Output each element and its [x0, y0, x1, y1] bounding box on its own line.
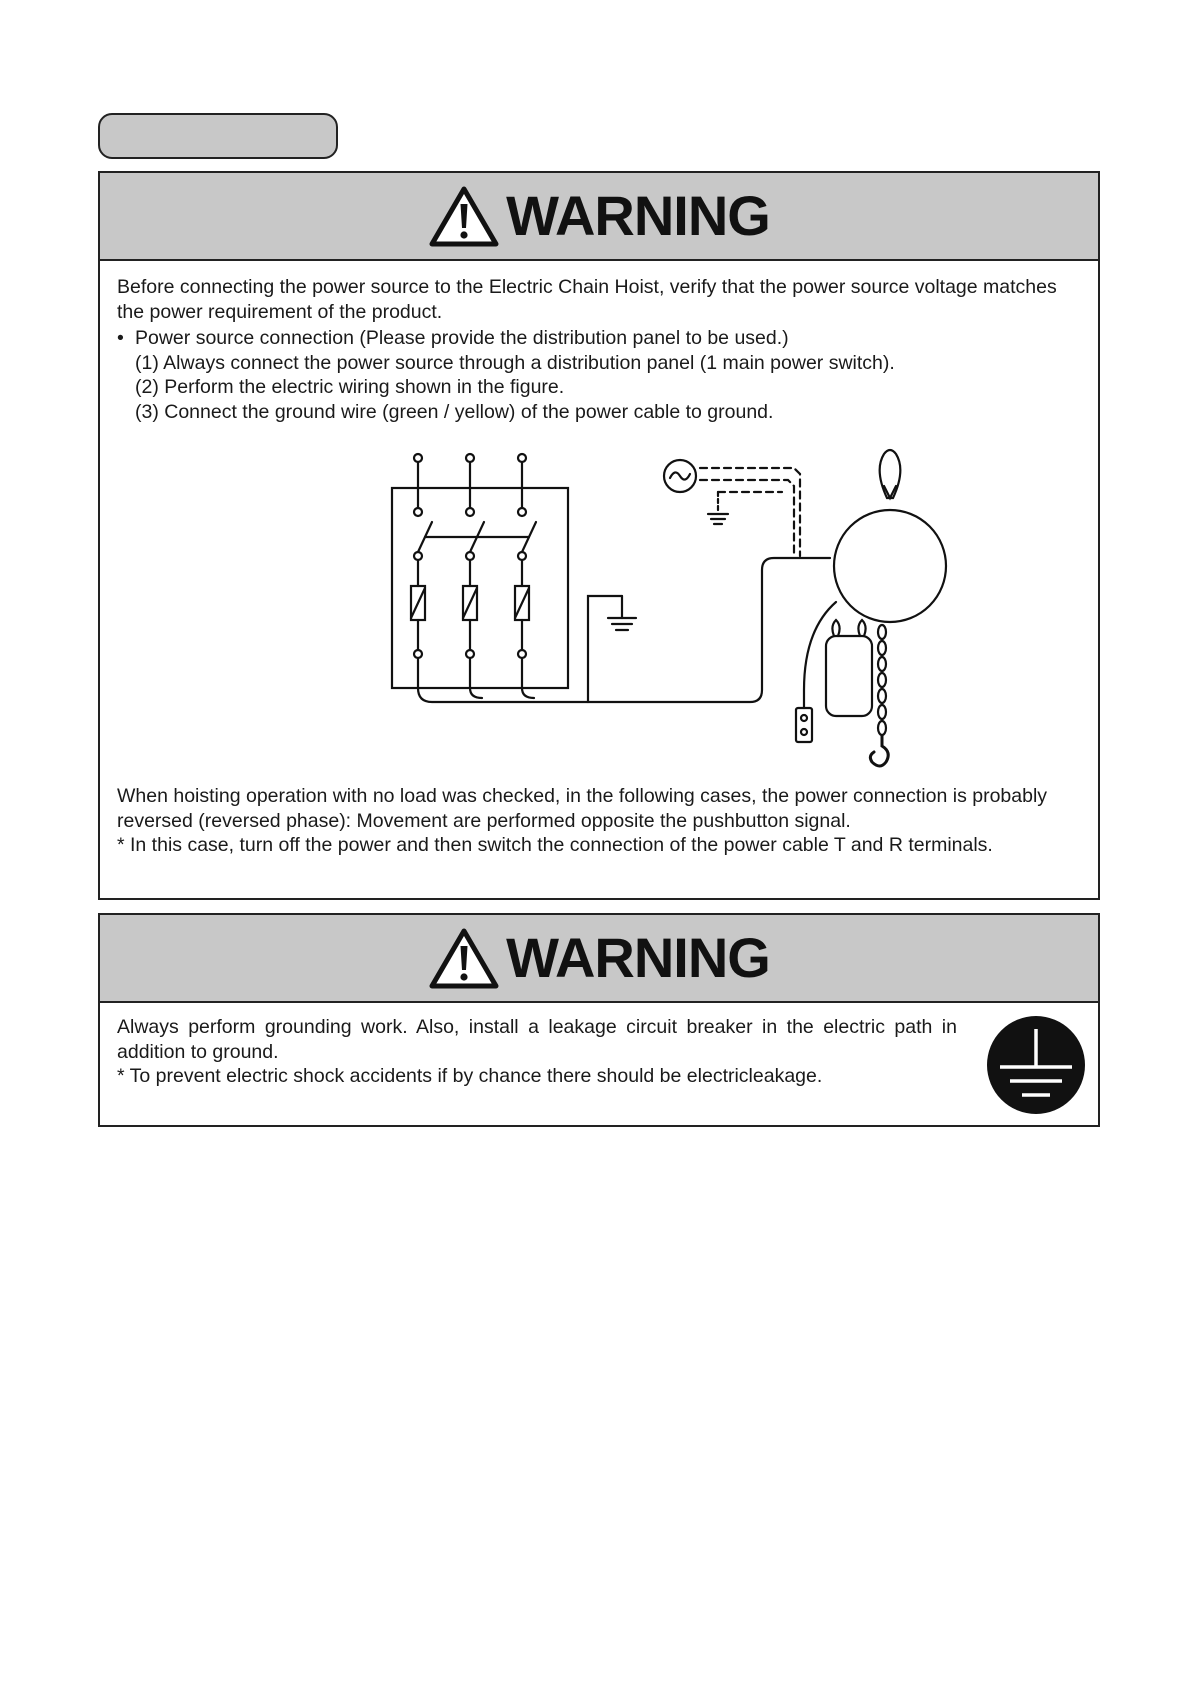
ground-symbol-icon: [986, 1015, 1086, 1115]
wiring-diagram-figure: [270, 440, 1010, 780]
step-2: (2) Perform the electric wiring shown in the figure.: [135, 376, 565, 398]
warning-title: WARNING: [506, 926, 770, 989]
bullet-item: [117, 326, 1082, 351]
warning-triangle-icon: [428, 926, 500, 990]
reverse-phase-text: When hoisting operation with no load was checked, in the following cases, the power connection is probably reversed (reversed phase): Movement are performed opposite the pushbutton signal.: [117, 785, 1048, 832]
distribution-panel: [392, 454, 568, 688]
warning-box-grounding: [98, 913, 1100, 1127]
step-3: (3) Connect the ground wire (green / yellow) of the power cable to ground.: [135, 400, 774, 423]
grounding-instruction: Always perform grounding work. Also, install a leakage circuit breaker in the electric path in addition to ground.: [117, 1016, 957, 1063]
grounding-reason: * To prevent electric shock accidents if by chance there should be electricleakage.: [117, 1065, 823, 1087]
grounding-text: [117, 1015, 957, 1089]
warning-header: [100, 915, 1098, 1003]
reverse-phase-note: [100, 784, 1098, 858]
section-tab: [98, 113, 338, 159]
warning-body: [100, 261, 1098, 424]
warning-header: [100, 173, 1098, 261]
warning-title: WARNING: [506, 184, 770, 247]
ac-source: [664, 460, 800, 556]
warning-body: [100, 1003, 1098, 1125]
reverse-phase-remedy: * In this case, turn off the power and then switch the connection of the power cable T and R terminals.: [117, 834, 993, 856]
warning-triangle-icon: [428, 184, 500, 248]
electric-chain-hoist: [796, 450, 946, 766]
wiring-diagram: [100, 424, 1100, 784]
intro-text: Before connecting the power source to the Electric Chain Hoist, verify that the power source voltage matches the power requirement of the product.: [117, 276, 1057, 323]
bullet-text: Power source connection (Please provide the distribution panel to be used.): [135, 327, 789, 349]
warning-box-power-connection: [98, 171, 1100, 900]
power-cable: [418, 558, 830, 702]
step-1: (1) Always connect the power source through a distribution panel (1 main power switch).: [135, 351, 895, 374]
bullet-icon: •: [117, 327, 124, 349]
